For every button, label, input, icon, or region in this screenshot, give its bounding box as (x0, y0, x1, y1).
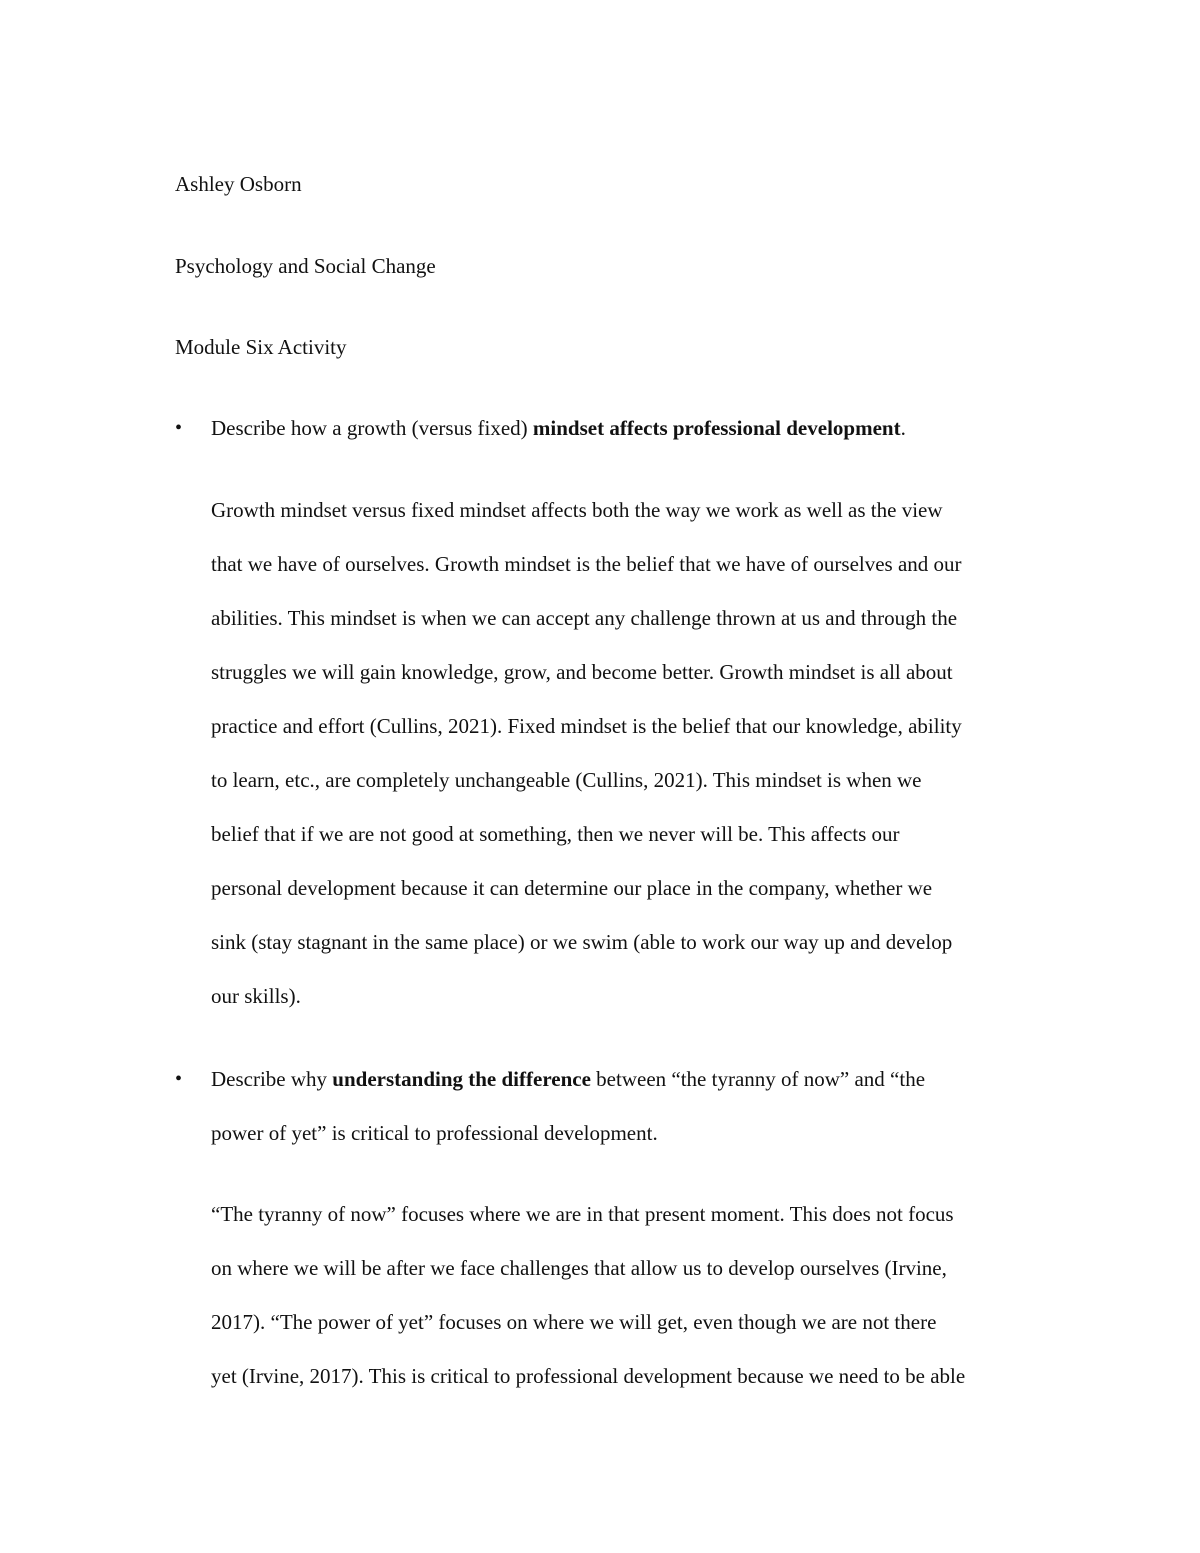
answer-1-line: sink (stay stagnant in the same place) or we swim (able to work our way up and develop (211, 930, 953, 954)
answer-1-line: that we have of ourselves. Growth mindset is the belief that we have of ourselves and our (211, 552, 962, 576)
question-1-bold: mindset affects professional development (532, 416, 901, 440)
question-1-pre: Describe how a growth (versus fixed) (211, 416, 533, 440)
answer-1-line: struggles we will gain knowledge, grow, and become better. Growth mindset is all about (211, 660, 953, 684)
question-2-line-2: power of yet” is critical to professional development. (211, 1121, 658, 1145)
assignment-title: Module Six Activity (175, 335, 347, 359)
author-name: Ashley Osborn (175, 172, 302, 196)
answer-1-line: Growth mindset versus fixed mindset affects both the way we work as well as the view (211, 498, 943, 522)
answer-2-line: “The tyranny of now” focuses where we are in that present moment. This does not focus (211, 1202, 954, 1226)
answer-1-line: personal development because it can determine our place in the company, whether we (211, 876, 933, 900)
question-2-pre: Describe why (211, 1067, 333, 1091)
answer-1-line: to learn, etc., are completely unchangeable (Cullins, 2021). This mindset is when we (211, 768, 922, 792)
answer-1-line: our skills). (211, 984, 301, 1008)
answer-2-line: yet (Irvine, 2017). This is critical to professional development because we need to be able (211, 1364, 966, 1388)
question-1 (211, 416, 906, 440)
question-2-post: between “the tyranny of now” and “the (590, 1067, 926, 1091)
answer-2-line: 2017). “The power of yet” focuses on where we will get, even though we are not there (211, 1310, 937, 1334)
answer-2-line: on where we will be after we face challenges that allow us to develop ourselves (Irvine, (211, 1256, 947, 1280)
course-title: Psychology and Social Change (175, 254, 436, 278)
answer-1-line: practice and effort (Cullins, 2021). Fixed mindset is the belief that our knowledge, ability (211, 714, 962, 738)
question-1-post: . (900, 416, 906, 440)
question-2-bold: understanding the difference (332, 1067, 591, 1091)
answer-1-line: abilities. This mindset is when we can accept any challenge thrown at us and through the (211, 606, 958, 630)
bullet-1: • (175, 417, 183, 439)
question-2 (211, 1067, 925, 1091)
bullet-2: • (175, 1068, 183, 1090)
answer-1-line: belief that if we are not good at something, then we never will be. This affects our (211, 822, 900, 846)
